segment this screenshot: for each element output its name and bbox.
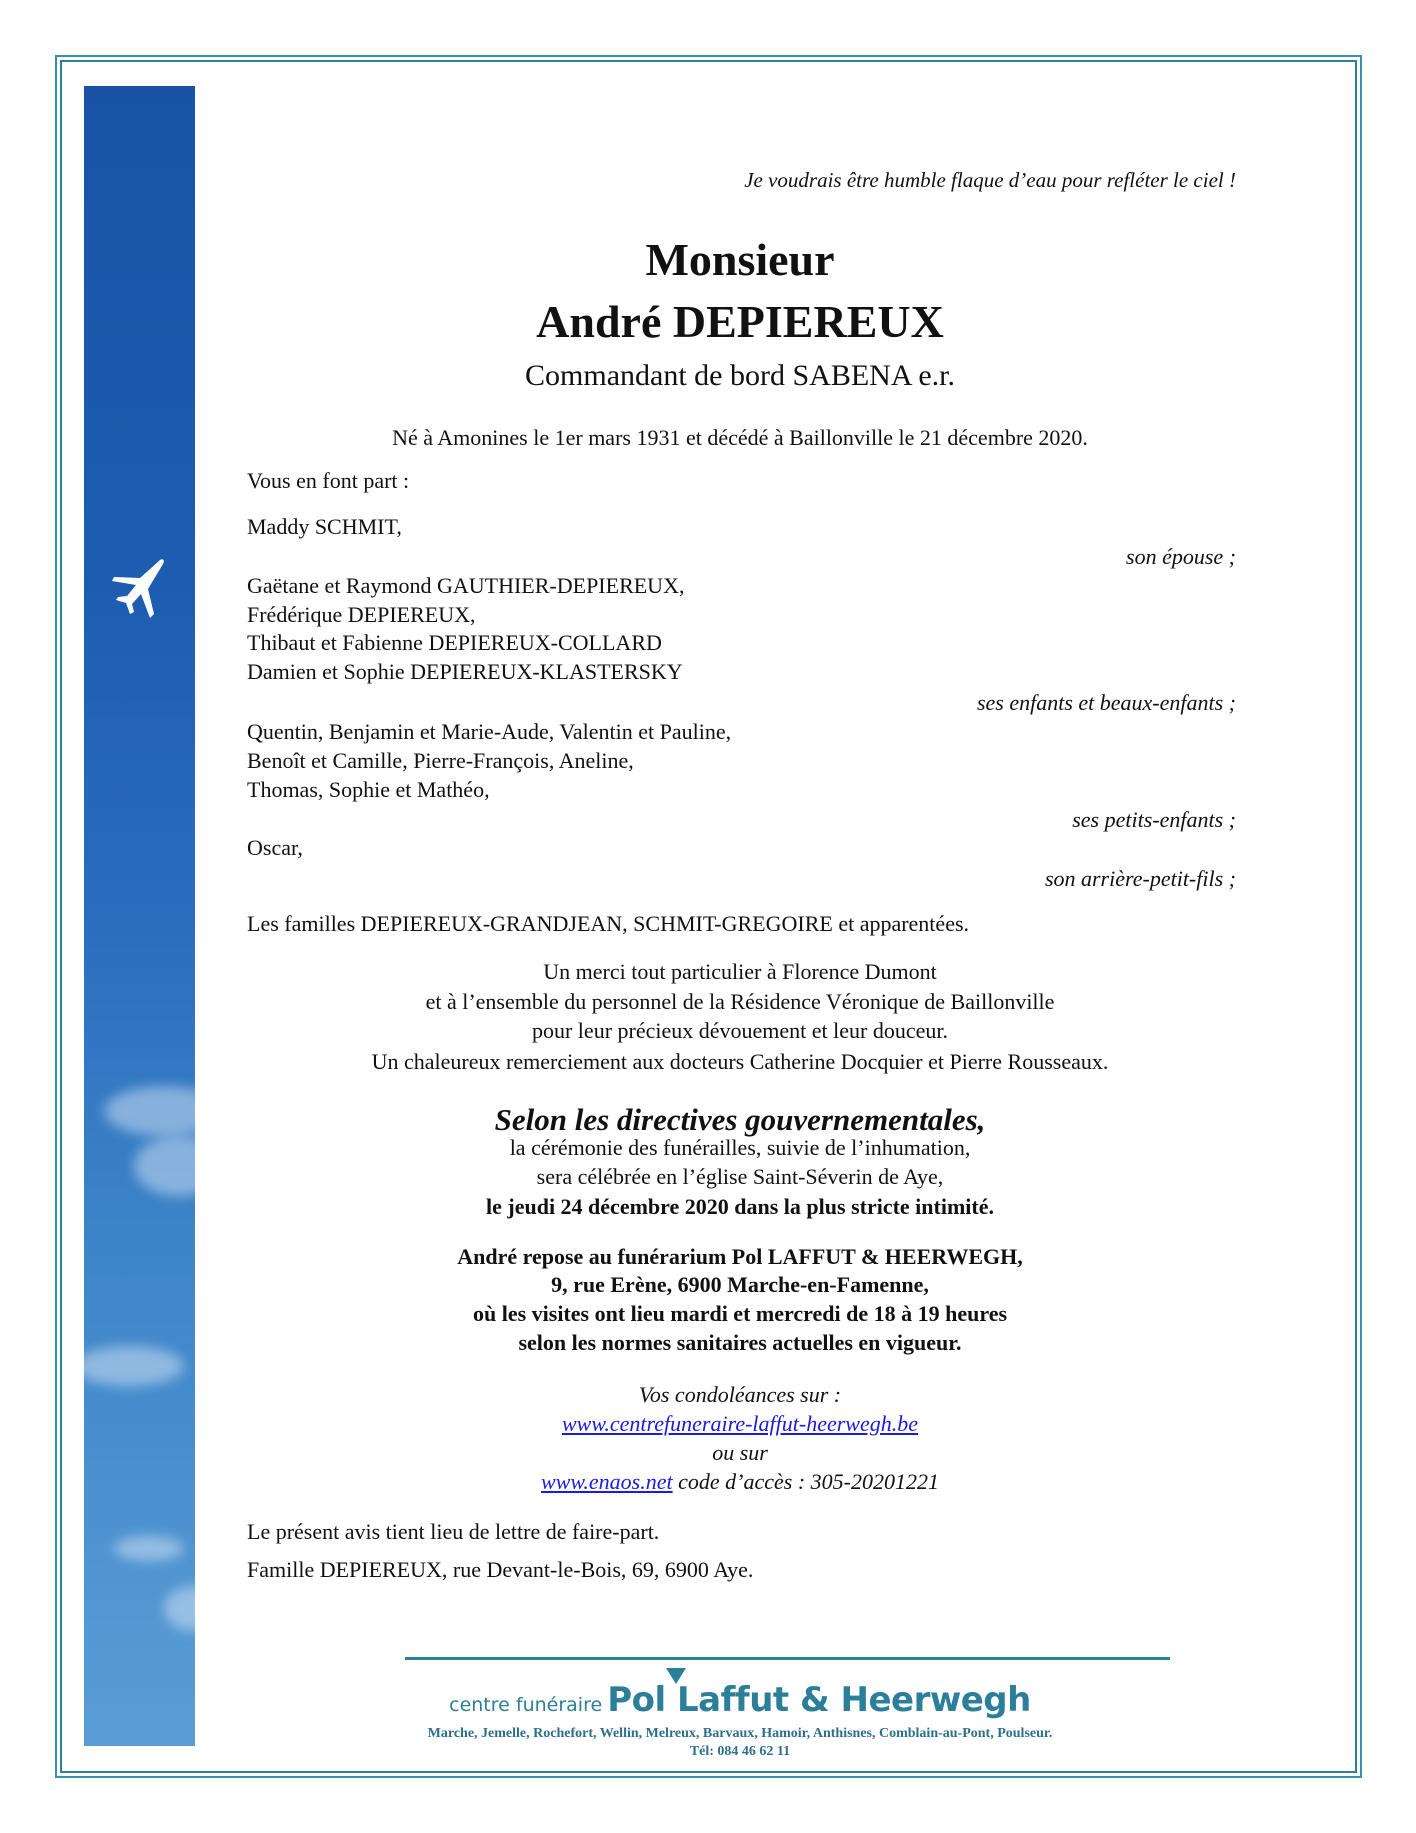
honorific: Monsieur: [645, 234, 835, 285]
condolences-link-enaos[interactable]: www.enaos.net: [541, 1469, 673, 1494]
logo-prefix: centre funéraire: [449, 1694, 603, 1716]
child-line: Gaëtane et Raymond GAUTHIER-DEPIEREUX,: [247, 573, 685, 598]
airplane-icon: [110, 556, 172, 622]
spouse-label: son épouse ;: [1126, 544, 1236, 569]
funeral-home-logo: [300, 1680, 1180, 1720]
deceased-name: André DEPIEREUX: [536, 296, 944, 347]
spouse-name: Maddy SCHMIT,: [247, 514, 402, 539]
thanks-line: Un merci tout particulier à Florence Dumont: [543, 959, 937, 984]
children-label: ses enfants et beaux-enfants ;: [976, 690, 1236, 715]
intro-text: Vous en font part :: [247, 468, 410, 493]
condolences-link-primary[interactable]: www.centrefuneraire-laffut-heerwegh.be: [562, 1411, 918, 1436]
ceremony-date: le jeudi 24 décembre 2020 dans la plus stricte intimité.: [486, 1194, 994, 1219]
visitation-line: où les visites ont lieu mardi et mercredi de 18 à 19 heures: [472, 1301, 1008, 1326]
logo-brand: Pol Laffut & Heerwegh: [607, 1680, 1031, 1720]
sky-banner: [84, 86, 195, 1746]
epigraph-quote: Je voudrais être humble flaque d’eau pour refléter le ciel !: [744, 168, 1236, 192]
condolences-secondary: [240, 1471, 1240, 1493]
logo-phone: Tél: 084 46 62 11: [689, 1744, 791, 1759]
deceased-title: Commandant de bord SABENA e.r.: [525, 359, 955, 392]
great-grandchildren-label: son arrière-petit-fils ;: [1044, 866, 1236, 891]
child-line: Thibaut et Fabienne DEPIEREUX-COLLARD: [247, 630, 662, 655]
footer-rule: [405, 1657, 1170, 1660]
child-line: Damien et Sophie DEPIEREUX-KLASTERSKY: [247, 659, 683, 684]
child-line: Frédérique DEPIEREUX,: [247, 602, 476, 627]
ceremony-heading: Selon les directives gouvernementales,: [494, 1102, 986, 1137]
ceremony-line: sera célébrée en l’église Saint-Séverin de Aye,: [536, 1164, 944, 1189]
notice-text: Le présent avis tient lieu de lettre de faire-part.: [247, 1519, 660, 1544]
grandchild-line: Quentin, Benjamin et Marie-Aude, Valentin et Pauline,: [247, 719, 732, 744]
birth-death-line: Né à Amonines le 1er mars 1931 et décédé à Baillonville le 21 décembre 2020.: [392, 425, 1088, 450]
thanks-line: pour leur précieux dévouement et leur douceur.: [531, 1018, 948, 1043]
condolences-or: ou sur: [712, 1440, 768, 1465]
grandchildren-label: ses petits-enfants ;: [1072, 807, 1236, 832]
great-grandchild-line: Oscar,: [247, 835, 303, 860]
extended-families: Les familles DEPIEREUX-GRANDJEAN, SCHMIT-GREGOIRE et apparentées.: [247, 911, 970, 936]
visitation-line: selon les normes sanitaires actuelles en vigueur.: [518, 1330, 962, 1355]
thanks-line: et à l’ensemble du personnel de la Résidence Véronique de Baillonville: [425, 989, 1055, 1014]
grandchild-line: Thomas, Sophie et Mathéo,: [247, 777, 490, 802]
visitation-line: André repose au funérarium Pol LAFFUT & HEERWEGH,: [457, 1244, 1023, 1269]
access-code: code d’accès : 305-20201221: [672, 1469, 939, 1494]
logo-towns: Marche, Jemelle, Rochefort, Wellin, Melreux, Barvaux, Hamoir, Anthisnes, Comblain-au-Pont, Poulseur.: [427, 1726, 1053, 1741]
condolences-label: Vos condoléances sur :: [638, 1382, 842, 1407]
ceremony-line: la cérémonie des funérailles, suivie de l’inhumation,: [509, 1135, 971, 1160]
family-address: Famille DEPIEREUX, rue Devant-le-Bois, 69, 6900 Aye.: [247, 1557, 754, 1582]
thanks-line: Un chaleureux remerciement aux docteurs Catherine Docquier et Pierre Rousseaux.: [371, 1049, 1109, 1074]
grandchild-line: Benoît et Camille, Pierre-François, Aneline,: [247, 748, 634, 773]
visitation-line: 9, rue Erène, 6900 Marche-en-Famenne,: [551, 1272, 929, 1297]
